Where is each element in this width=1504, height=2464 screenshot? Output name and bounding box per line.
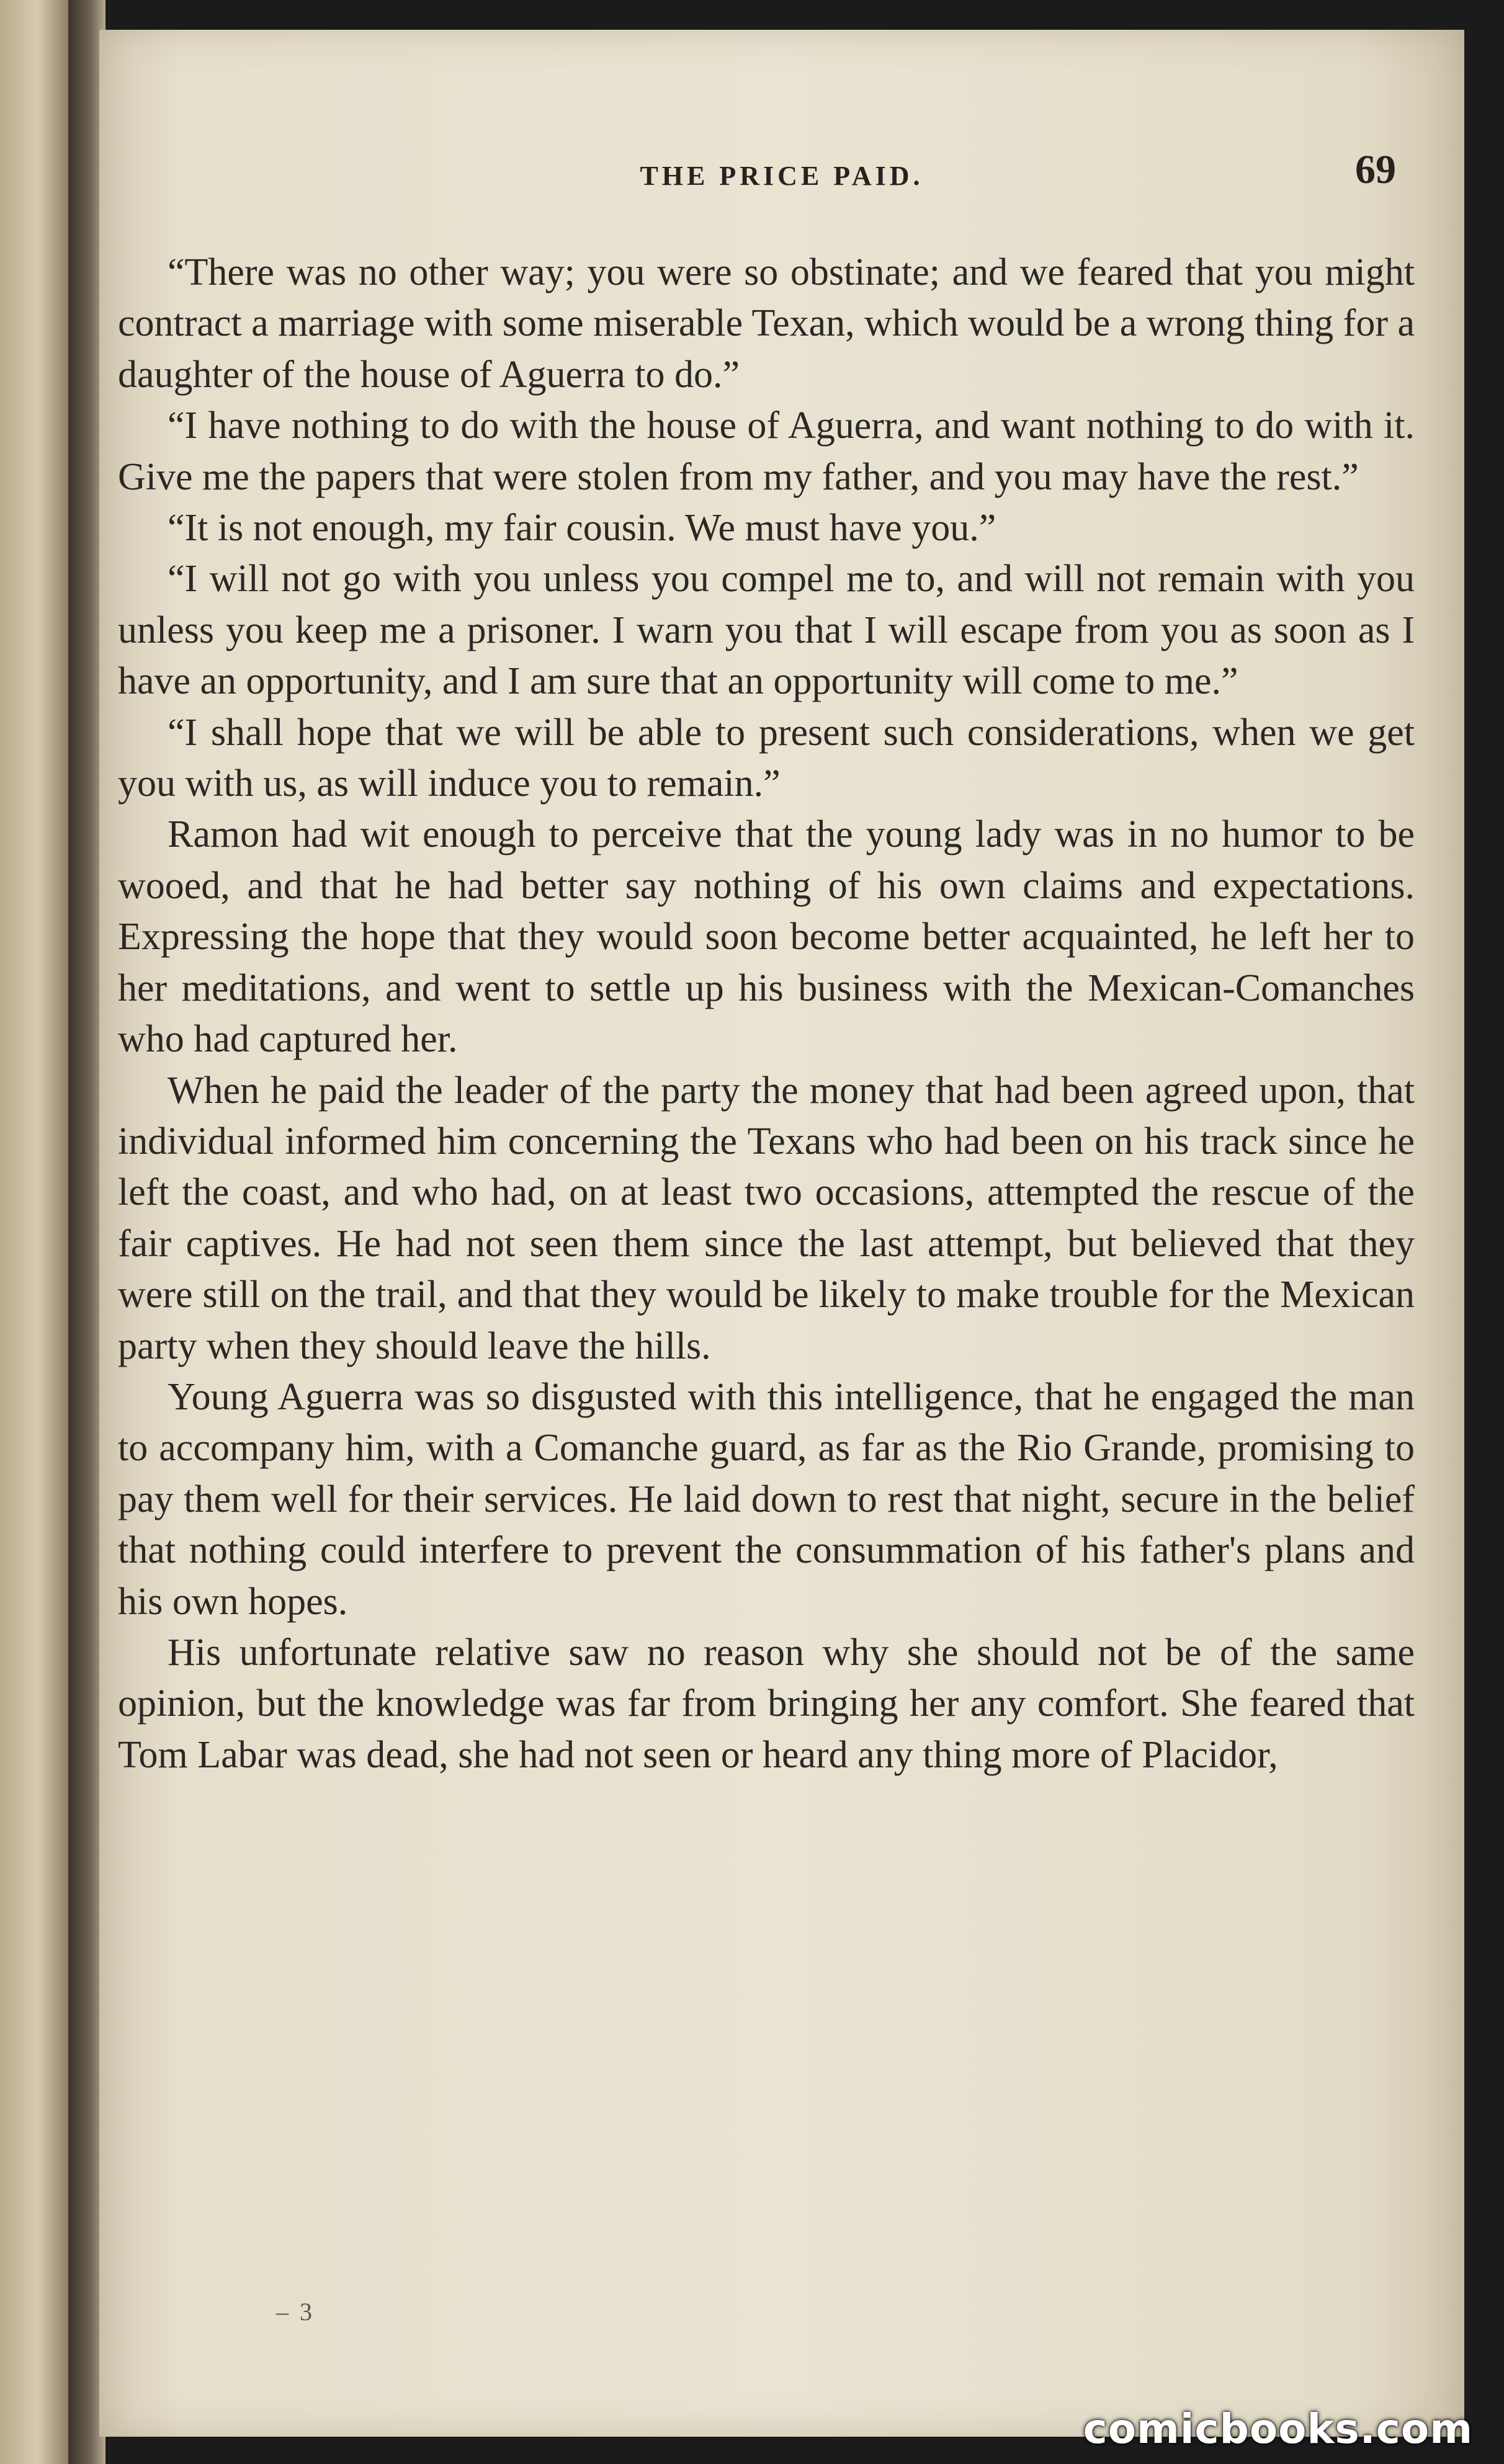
paragraph: When he paid the leader of the party the money that had been agreed upon, that individual informed him concerning the Texans who had been on his track since he left the coast, and who had, on at least two occasions, attempted the rescue of the fair captives. He had not seen them since the last attempt, but believed that they were still on the trail, and that they would be likely to make trouble for the Mexican party when they should leave the hills.	[118, 1069, 1415, 1367]
watermark: comicbooks.com	[1083, 2405, 1473, 2453]
paragraph: “There was no other way; you were so obstinate; and we feared that you might contract a marriage with some miserable Texan, which would be a wrong thing for a daughter of the house of Aguerra to do.”	[118, 251, 1415, 396]
page-number: 69	[1355, 147, 1396, 192]
paragraph: Young Aguerra was so disgusted with this intelligence, that he engaged the man to accompany him, with a Comanche guard, as far as the Rio Grande, promising to pay them well for their services. He laid down to rest that night, secure in the belief that nothing could interfere to prevent the consummation of his father's plans and his own hopes.	[118, 1375, 1415, 1623]
page-header	[99, 135, 1464, 203]
paragraph: “I shall hope that we will be able to present such considerations, when we get you with us, as will induce you to remain.”	[118, 711, 1415, 805]
body-text	[118, 247, 1415, 1780]
paragraph: “I have nothing to do with the house of Aguerra, and want nothing to do with it. Give me the papers that were stolen from my father, and you may have the rest.”	[118, 404, 1415, 498]
paragraph: His unfortunate relative saw no reason why she should not be of the same opinion, but the knowledge was far from bringing her any comfort. She feared that Tom Labar was dead, she had not seen or heard any thing more of Placidor,	[118, 1631, 1415, 1776]
paragraph: “It is not enough, my fair cousin. We must have you.”	[168, 507, 996, 550]
paragraph: “I will not go with you unless you compel me to, and will not remain with you unless you keep me a prisoner. I warn you that I will escape from you as soon as I have an opportunity, and I am sure that an opportunity will come to me.”	[118, 558, 1415, 703]
signature-mark: – 3	[276, 2298, 315, 2326]
running-title: THE PRICE PAID.	[640, 161, 924, 191]
paragraph: Ramon had wit enough to perceive that the young lady was in no humor to be wooed, and that he had better say nothing of his own claims and expectations. Expressing the hope that they would soon become better acquainted, he left her to her meditations, and went to settle up his business with the Mexican-Comanches who had captured her.	[118, 813, 1415, 1061]
book-page	[99, 30, 1464, 2437]
previous-page-edge	[0, 0, 68, 2464]
